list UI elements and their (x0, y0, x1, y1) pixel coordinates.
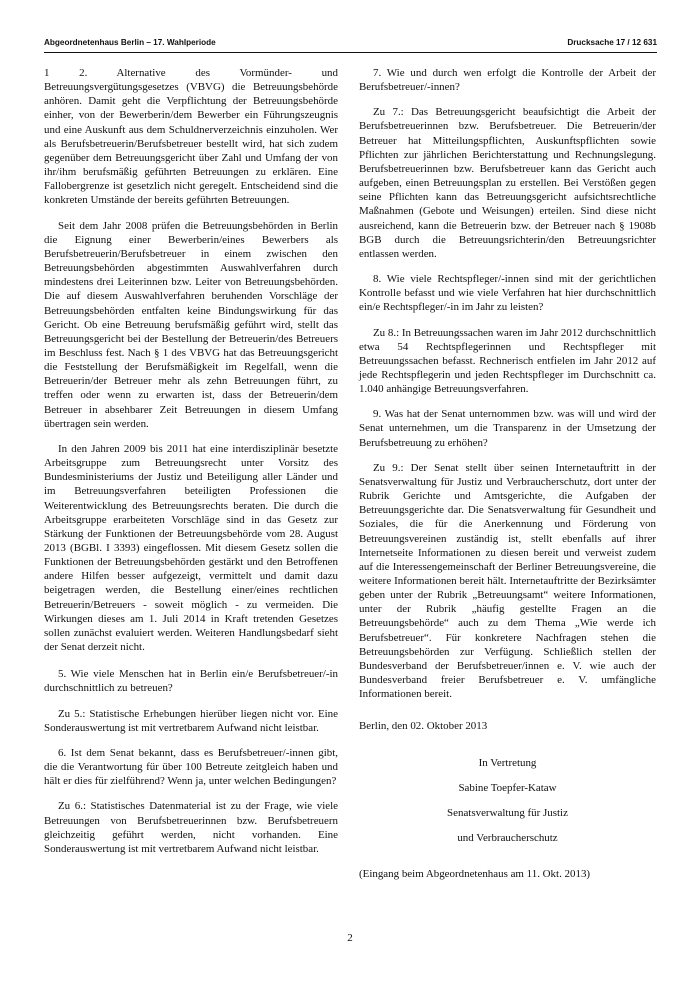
header-title: Abgeordnetenhaus Berlin – 17. Wahlperiode (44, 38, 216, 47)
place-date: Berlin, den 02. Oktober 2013 (359, 720, 488, 733)
paragraph: In den Jahren 2009 bis 2011 hat eine interdisziplinär besetzte Arbeitsgruppe zum Betreuungsrecht unter Vorsitz des Bundesministeriums der Justiz und Beteiligung aller Länder und im Betreuungsverfahren beteiligten Professionen die Weiterentwicklung des Betreuungsrechts beraten. Die durch die Arbeitsgruppe erarbeiteten Vorschläge sind in das Gesetz zur Stärkung der Funktionen der Betreuungsbehörde vom 28. August 2013 (BGBl. I 3393) eingeflossen. Mit diesem Gesetz sollen die Funktionen der Betreuungsbehörden gestärkt und den Betroffenen andere Hilfen besser aufgezeigt, vermittelt und damit dazu beigetragen werden, die Bestellung einer/eines rechtlichen Betreuerin/Betreuers - soweit möglich - zu vermeiden. Die Wirkungen dieses am 1. Juli 2014 in Kraft tretenden Gesetzes sollen zunächst evaluiert werden. Weiteren Handlungsbedarf sieht der Senat derzeit nicht. (44, 442, 338, 654)
answer-5: Zu 5.: Statistische Erhebungen hierüber liegen nicht vor. Eine Sonderauswertung ist mit vertretbarem Aufwand nicht leistbar. (44, 707, 338, 734)
right-column (359, 66, 656, 892)
left-column (44, 66, 338, 867)
question-6: 6. Ist dem Senat bekannt, dass es Berufsbetreuer/-innen gibt, die die Verantwortung für über 100 Betreute zeitgleich haben und hält er dies für zielführend? Wenn ja, unter welchen Bedingungen? (44, 746, 338, 788)
question-7: 7. Wie und durch wen erfolgt die Kontrolle der Arbeit der Berufsbetreuer/-innen? (359, 67, 656, 94)
answer-6: Zu 6.: Statistisches Datenmaterial ist zu der Frage, wie viele Betreuungen von Berufsbetreuerinnen bzw. Berufsbetreuern gleichzeitig geführt werden, nicht vorhanden. Eine Sonderauswertung ist mit vertretbarem Aufwand nicht leistbar. (44, 800, 338, 855)
document-number: Drucksache 17 / 12 631 (567, 38, 657, 47)
signature-block (359, 756, 656, 846)
page-number: 2 (347, 932, 353, 944)
signatory-department-2: und Verbraucherschutz (457, 832, 558, 845)
paragraph: 1 2. Alternative des Vormünder- und Betreuungsvergütungsgesetzes (VBVG) die Betreuungsbehörde anhören. Damit geht die Verpflichtung der Betreuungsbehörde einher, von der Bewerberin/dem Bewerber ein Führungszeugnis und eine Auskunft aus dem Schuldnerverzeichnis einzuholen. Wer als Berufsbetreuerin/Berufsbetreuer bestellt wird, hat sich zudem gegenüber dem Betreuungsgericht über Zahl und Umfang der von ihr/ihm berufsmäßig geführten Betreuungen zu erklären. Eine Fallobergrenze ist gesetzlich nicht geregelt. Entscheidend sind die konkreten Umstände der bereits geführten Betreuungen. (44, 67, 338, 207)
question-8: 8. Wie viele Rechtspfleger/-innen sind mit der gerichtlichen Kontrolle befasst und wie viele Verfahren hat hier durchschnittlich ein/e Rechtspfleger/-in im Jahr zu leisten? (359, 273, 656, 314)
in-vertretung: In Vertretung (478, 756, 537, 769)
receipt-note: (Eingang beim Abgeordnetenhaus am 11. Okt. 2013) (359, 868, 591, 881)
answer-7: Zu 7.: Das Betreuungsgericht beaufsichtigt die Arbeit der Berufsbetreuerinnen bzw. Berufsbetreuer. Die Betreuerin/der Betreuer hat Mitteilungspflichten, Auskunftspflichten sowie Pflichten zur jährlichen Berichterstattung und Rechnungslegung. Berufsbetreuerinnen bzw. Berufsbetreuer kann das Gericht auch aufgeben, einen Betreuungsplan zu erstellen. Bei Verstößen gegen seine Pflichten kann das Betreuungsgericht aufsichtsrechtliche Maßnahmen (Gebote und Weisungen) erteilen. Sind diese nicht ausreichend, kann die Betreuerin bzw. der Betreuer nach § 1908b BGB durch die Betreuungsrichterin/den Betreuungsrichter entlassen werden. (359, 106, 656, 260)
signatory-name: Sabine Toepfer-Kataw (458, 781, 557, 794)
question-9: 9. Was hat der Senat unternommen bzw. was will und wird der Senat unternehmen, um die Transparenz in der Umsetzung der Berufsbetreuung zu erhöhen? (359, 408, 656, 449)
page-header (44, 38, 657, 53)
signatory-department: Senatsverwaltung für Justiz (447, 806, 568, 819)
answer-9: Zu 9.: Der Senat stellt über seinen Internetauftritt in der Senatsverwaltung für Justiz und Verbraucherschutz, dort unter der Rubrik Gerichte und Amtsgerichte, die Aufgaben der Betreuungsgerichte dar. Die Senatsverwaltung für Gesundheit und Soziales, die für die Anerkennung und Förderung von Betreuungsvereinen zuständig ist, stellt ebenfalls auf ihrer Internetseite Informationen zu diesen bereit und verweist zudem auf die Interessengemeinschaft der Berliner Betreuungsvereine, die weitere Informationen bereit hält. Internetauftritte der Bezirksämter geben unter der Rubrik „Betreuungsamt“ weitere Informationen, unter der Rubrik „häufig gestellte Fragen an die Betreuungsbehörde“ auch zu dem Thema „Wie werde ich Berufsbetreuer“. Für konkretere Nachfragen stehen die Betreuungsbehörden zur Verfügung. Schließlich stellen der Bundesverband der Berufsbetreuer/innen e. V. wie auch der Bundesverband freier Berufsbetreuer e. V. umfängliche Informationen bereit. (359, 461, 656, 701)
question-5: 5. Wie viele Menschen hat in Berlin ein/e Berufsbetreuer/-in durchschnittlich zu betreuen? (44, 668, 338, 695)
paragraph: Seit dem Jahr 2008 prüfen die Betreuungsbehörden in Berlin die Eignung einer Bewerberin/eines Bewerbers als Berufsbetreuerin/Berufsbetreuer in einem zwischen den Betreuungsbehörden abgestimmten Auswahlverfahren durch mindestens drei Leiterinnen bzw. Leiter von Betreuungsbehörden. Die auf diesem Auswahlverfahren beruhenden Vorschläge der Betreuungsbehörden entfalten keine Bindungswirkung für das Gericht. Ob eine Betreuung berufsmäßig geführt wird, stellt das Betreuungsgericht bei der Bestellung der Betreuerin/des Betreuers im Beschluss fest. Nach § 1 des VBVG hat das Betreuungsgericht die Feststellung der Berufsmäßigkeit im Regelfall, wenn die Betreuerin/der Betreuer mehr als zehn Betreuungen führt, zu treffen oder wenn zu erwarten ist, dass der Betreuerin/dem Betreuer in absehbarer Zeit Betreuungen in diesem Umfang übertragen sein werden. (44, 219, 338, 430)
answer-8: Zu 8.: In Betreuungssachen waren im Jahr 2012 durchschnittlich etwa 54 Rechtspflegerinnen und Rechtspfleger mit Betreuungssachen befasst. Rechnerisch entfielen im Jahr 2012 auf jede Rechtspflegerin und jeden Rechtspfleger im Durchschnitt ca. 1.040 anhängige Betreuungsverfahren. (359, 326, 656, 396)
